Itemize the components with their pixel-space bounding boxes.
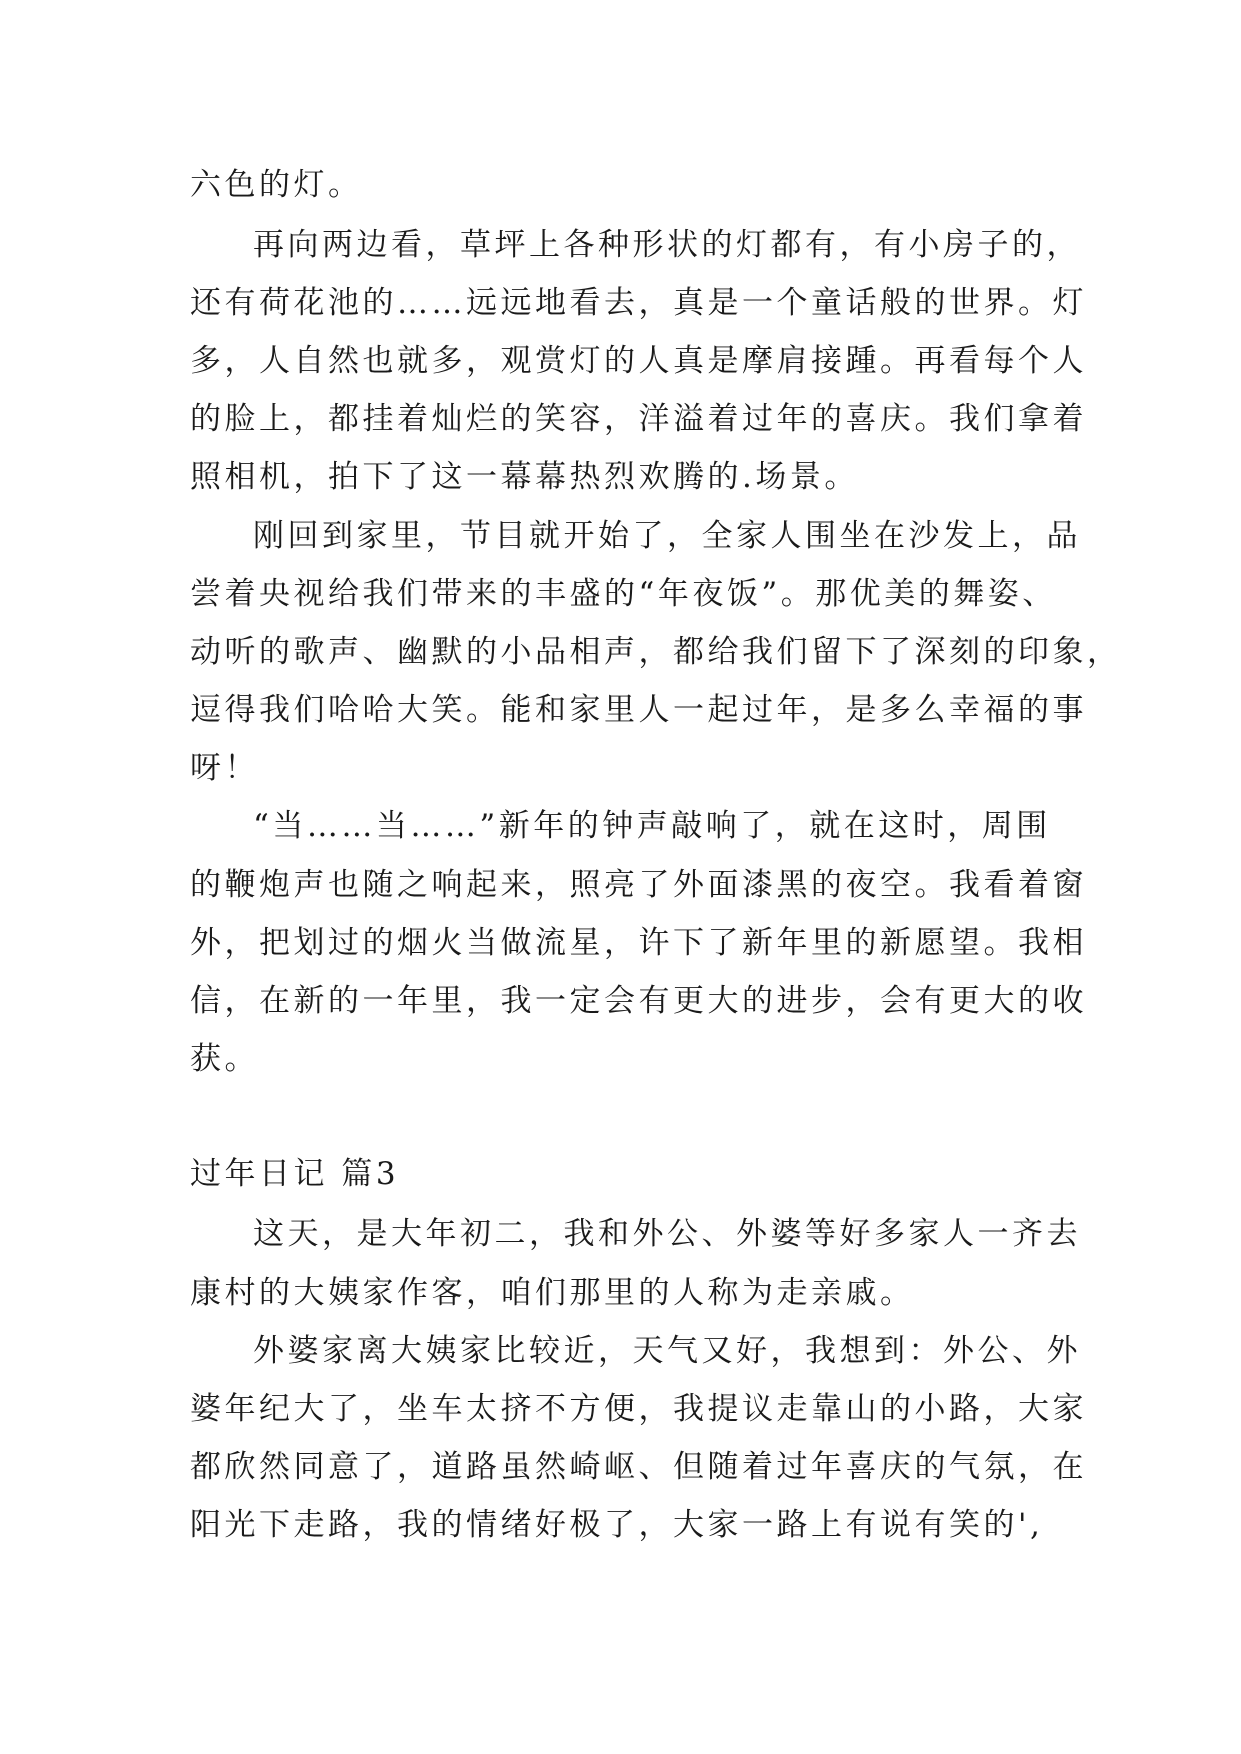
text-line: 呀！ [190, 750, 259, 786]
text-line: 逗得我们哈哈大笑。能和家里人一起过年，是多么幸福的事 [190, 692, 1087, 728]
text-line: 动听的歌声、幽默的小品相声，都给我们留下了深刻的印象， [190, 634, 1122, 670]
text-line: 尝着央视给我们带来的丰盛的“年夜饭”。那优美的舞姿、 [190, 576, 1057, 612]
text-line: 的脸上，都挂着灿烂的笑容，洋溢着过年的喜庆。我们拿着 [190, 401, 1087, 437]
paragraph-start: 再向两边看，草坪上各种形状的灯都有，有小房子的， [253, 227, 1081, 263]
text-line: 多，人自然也就多，观赏灯的人真是摩肩接踵。再看每个人 [190, 343, 1087, 379]
text-line: 获。 [190, 1041, 259, 1077]
text-line: 阳光下走路，我的情绪好极了，大家一路上有说有笑的', [190, 1507, 1044, 1543]
paragraph-start: 外婆家离大姨家比较近，天气又好，我想到：外公、外 [253, 1333, 1081, 1369]
paragraph-start: 刚回到家里，节目就开始了，全家人围坐在沙发上，品 [253, 518, 1081, 554]
paragraph-start: 这天，是大年初二，我和外公、外婆等好多家人一齐去 [253, 1216, 1081, 1252]
text-line: 康村的大姨家作客，咱们那里的人称为走亲戚。 [190, 1275, 915, 1311]
section-heading: 过年日记 篇3 [190, 1156, 400, 1192]
paragraph-start: “当……当……”新年的钟声敲响了，就在这时，周围 [253, 808, 1051, 844]
text-line: 的鞭炮声也随之响起来，照亮了外面漆黑的夜空。我看着窗 [190, 867, 1087, 903]
text-line: 照相机，拍下了这一幕幕热烈欢腾的.场景。 [190, 459, 859, 495]
text-line: 婆年纪大了，坐车太挤不方便，我提议走靠山的小路，大家 [190, 1391, 1087, 1427]
text-line: 六色的灯。 [190, 167, 363, 203]
text-line: 外，把划过的烟火当做流星，许下了新年里的新愿望。我相 [190, 925, 1087, 961]
text-line: 信，在新的一年里，我一定会有更大的进步，会有更大的收 [190, 983, 1087, 1019]
text-line: 还有荷花池的……远远地看去，真是一个童话般的世界。灯 [190, 285, 1087, 321]
text-line: 都欣然同意了，道路虽然崎岖、但随着过年喜庆的气氛，在 [190, 1449, 1087, 1485]
